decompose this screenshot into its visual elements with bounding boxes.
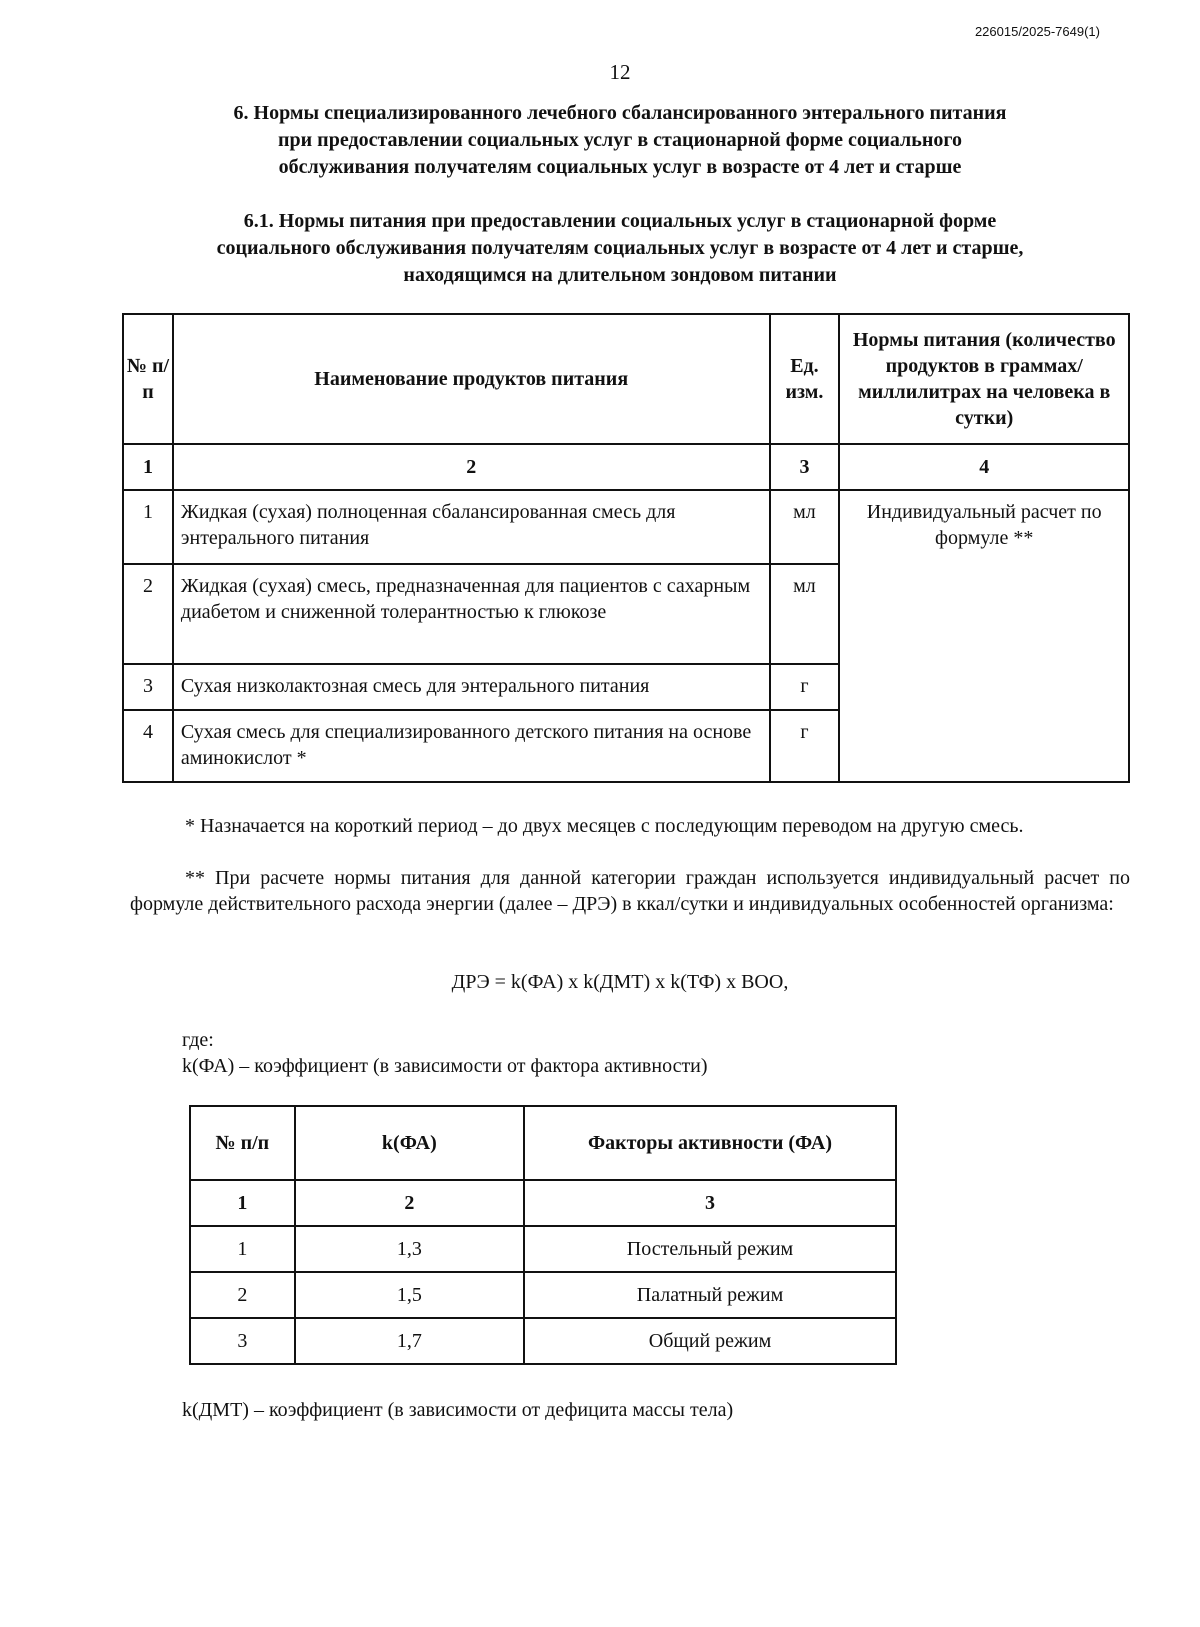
where-label: где: [182, 1029, 214, 1051]
row-unit: мл [770, 564, 840, 664]
table-row [123, 490, 1129, 564]
document-number: 226015/2025-7649(1) [974, 24, 1100, 39]
row-num: 3 [123, 664, 173, 710]
row-num: 4 [123, 710, 173, 782]
row-unit: мл [770, 490, 840, 564]
table-header-row [190, 1106, 896, 1180]
footnote-1: * Назначается на короткий период – до двух месяцев с последующим переводом на другую смесь. [185, 815, 1024, 837]
kfa-description: k(ФА) – коэффициент (в зависимости от фактора активности) [182, 1055, 708, 1077]
table-row [190, 1318, 896, 1364]
page-number: 12 [609, 60, 631, 84]
row-product-name: Сухая смесь для специализированного детского питания на основе аминокислот * [173, 710, 770, 782]
row-unit: г [770, 664, 840, 710]
energy-formula: ДРЭ = k(ФА) х k(ДМТ) х k(ТФ) х ВОО, [451, 971, 789, 993]
nutrition-norms-table [122, 313, 1130, 783]
column-number-row [190, 1180, 896, 1226]
table-header-row [123, 314, 1129, 444]
column-number: 3 [770, 444, 840, 490]
footnote-2: ** При расчете нормы питания для данной категории граждан используется индивидуальный расчет по формуле действительного расхода энергии (далее – ДРЭ) в ккал/сутки и индивидуальных особенностей организма: [130, 867, 1130, 915]
header-num: № п/п [190, 1106, 295, 1180]
column-number: 2 [173, 444, 770, 490]
row-factor: Общий режим [524, 1318, 896, 1364]
header-factor: Факторы активности (ФА) [524, 1106, 896, 1180]
section-title-line: обслуживания получателям социальных услуг в возрасте от 4 лет и старше [278, 156, 962, 178]
column-number-row [123, 444, 1129, 490]
row-k-value: 1,5 [295, 1272, 524, 1318]
activity-factor-table [189, 1105, 897, 1365]
row-unit: г [770, 710, 840, 782]
row-product-name: Жидкая (сухая) смесь, предназначенная для пациентов с сахарным диабетом и сниженной толерантностью к глюкозе [173, 564, 770, 664]
section-title [120, 100, 1120, 181]
section-title-line: при предоставлении социальных услуг в стационарной форме социального [278, 129, 962, 151]
header-k: k(ФА) [295, 1106, 524, 1180]
column-number: 3 [524, 1180, 896, 1226]
row-k-value: 1,7 [295, 1318, 524, 1364]
row-product-name: Жидкая (сухая) полноценная сбалансированная смесь для энтерального питания [173, 490, 770, 564]
table-row [190, 1226, 896, 1272]
header-name: Наименование продуктов питания [173, 314, 770, 444]
row-factor: Постельный режим [524, 1226, 896, 1272]
row-product-name: Сухая низколактозная смесь для энтерального питания [173, 664, 770, 710]
column-number: 2 [295, 1180, 524, 1226]
table-row [190, 1272, 896, 1318]
subsection-title-line: социального обслуживания получателям социальных услуг в возрасте от 4 лет и старше, [216, 237, 1024, 259]
row-num: 3 [190, 1318, 295, 1364]
norm-value: Индивидуальный расчет по формуле ** [839, 490, 1129, 782]
subsection-title-line: 6.1. Нормы питания при предоставлении социальных услуг в стационарной форме [243, 210, 997, 232]
row-num: 2 [190, 1272, 295, 1318]
kdmt-description: k(ДМТ) – коэффициент (в зависимости от дефицита массы тела) [182, 1399, 734, 1421]
header-num: № п/п [123, 314, 173, 444]
subsection-title [120, 208, 1120, 289]
row-num: 2 [123, 564, 173, 664]
column-number: 1 [123, 444, 173, 490]
row-num: 1 [123, 490, 173, 564]
row-factor: Палатный режим [524, 1272, 896, 1318]
section-title-line: 6. Нормы специализированного лечебного сбалансированного энтерального питания [233, 102, 1007, 124]
subsection-title-line: находящимся на длительном зондовом питании [403, 264, 837, 286]
column-number: 1 [190, 1180, 295, 1226]
header-norm: Нормы питания (количество продуктов в граммах/миллилитрах на человека в сутки) [839, 314, 1129, 444]
row-num: 1 [190, 1226, 295, 1272]
row-k-value: 1,3 [295, 1226, 524, 1272]
column-number: 4 [839, 444, 1129, 490]
header-unit: Ед. изм. [770, 314, 840, 444]
